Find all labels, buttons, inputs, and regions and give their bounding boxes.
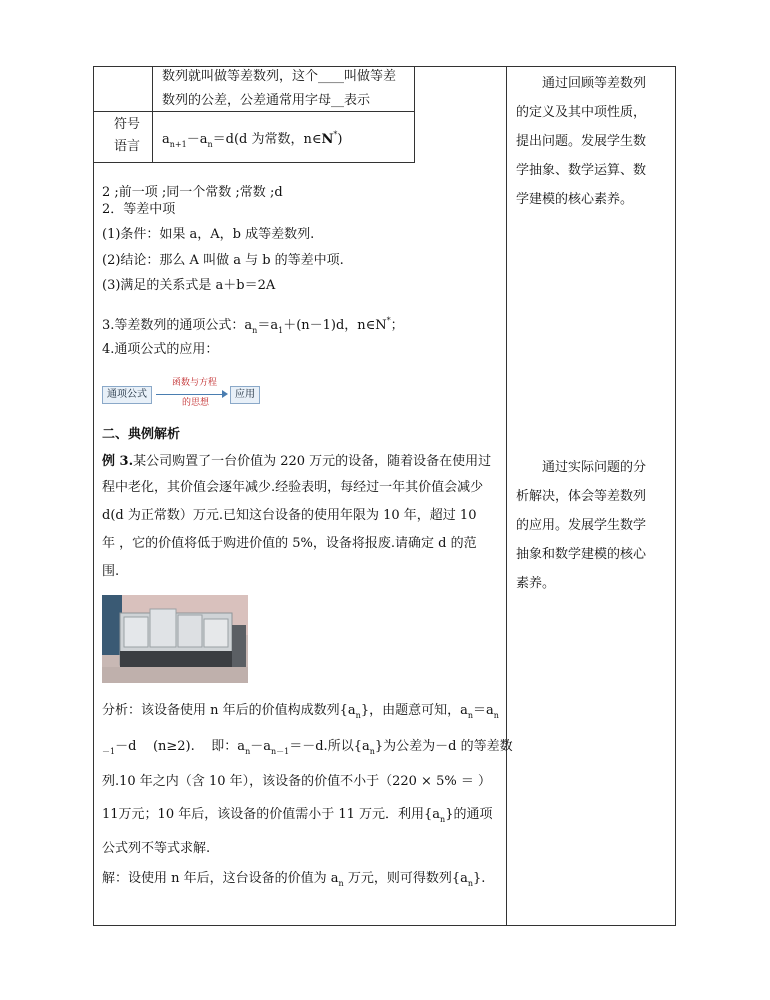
- definition-line-2: 数列的公差，公差通常用字母__表示: [162, 93, 371, 108]
- flow-label-top: 函数与方程: [172, 378, 218, 388]
- inner-column-divider: [152, 67, 153, 162]
- example-section-heading: 二、典例解析: [102, 427, 181, 442]
- flow-arrow-head-icon: [222, 390, 228, 398]
- definition-line-1: 数列就叫做等差数列，这个____叫做等差: [162, 69, 397, 84]
- notes-column-divider: [506, 67, 507, 925]
- section-2-item-3: (3)满足的关系式是 a＋b＝2A: [102, 278, 276, 293]
- section-2-title: 2．等差中项: [102, 202, 176, 217]
- example-line-4: 年 ，它的价值将低于购进价值的 5%，设备将报废.请确定 d 的范: [102, 536, 477, 551]
- inner-row-divider: [94, 111, 415, 112]
- example-line-3: d(d 为正常数）万元.已知这台设备的使用年限为 10 年，超过 10: [102, 508, 477, 523]
- example-line-5: 围.: [102, 564, 120, 579]
- answer-line: 2 ;前一项 ;同一个常数 ;常数 ;d: [102, 185, 283, 200]
- flow-label-bottom: 的思想: [182, 398, 210, 408]
- solution-line-1: 解：设使用 n 年后，这台设备的价值为 $a_n$ 万元，则可得数列$\{a_n\}$.: [102, 871, 486, 888]
- lesson-table: [93, 66, 676, 926]
- formula-application-diagram: [102, 375, 282, 407]
- inner-table-bottom: [94, 162, 415, 163]
- general-term-formula: 3.等差数列的通项公式：$a_n=a_1+(n-1)d$，n∈N*；: [102, 316, 404, 335]
- example-line-2: 程中老化，其价值会逐年减少.经验表明，每经过一年其价值会减少: [102, 480, 484, 495]
- section-2-item-2: (2)结论：那么 A 叫做 a 与 b 的等差中项.: [102, 253, 344, 268]
- analysis-line-2: $_{-1}$－d (n≥2). 即：$a_n-a_{n-1}=-d$.所以$\{a_n\}$为公差为－d 的等差数: [102, 739, 513, 756]
- flow-box-application: 应用: [230, 386, 260, 404]
- analysis-line-5: 公式列不等式求解.: [102, 841, 211, 856]
- teaching-note-1: 通过回顾等差数列 的定义及其中项性质， 提出问题。发展学生数 学抽象、数学运算、数 学建模的核心素养。: [516, 76, 647, 207]
- analysis-line-3: 列.10 年之内（含 10 年），该设备的价值不小于（220 × 5% ＝ ）: [102, 774, 491, 789]
- section-2-item-1: (1)条件：如果 a，A，b 成等差数列.: [102, 227, 315, 242]
- printing-machine-icon: [102, 595, 248, 683]
- language-label: 语言: [114, 139, 141, 154]
- example-line-1: 例 3.某公司购置了一台价值为 220 万元的设备，随着设备在使用过: [102, 454, 492, 469]
- flow-box-formula: 通项公式: [102, 386, 152, 404]
- printing-machine-photo: [102, 595, 248, 683]
- inner-column-divider-right: [414, 67, 415, 162]
- teaching-note-2: 通过实际问题的分 析解决，体会等差数列 的应用。发展学生数学 抽象和数学建模的核心 素养。: [516, 460, 647, 591]
- symbol-label: 符号: [114, 117, 141, 132]
- analysis-line-4: 11万元；10 年后，该设备的价值需小于 11 万元．利用$\{a_n\}$的通项: [102, 807, 493, 824]
- section-4-title: 4.通项公式的应用：: [102, 342, 219, 357]
- symbol-formula: $a_{n+1}-a_n=d(d$ 为常数，n∈N*): [162, 130, 343, 149]
- analysis-line-1: 分析：该设备使用 n 年后的价值构成数列$\{a_n\}$，由题意可知，$a_n=a_n$: [102, 703, 499, 720]
